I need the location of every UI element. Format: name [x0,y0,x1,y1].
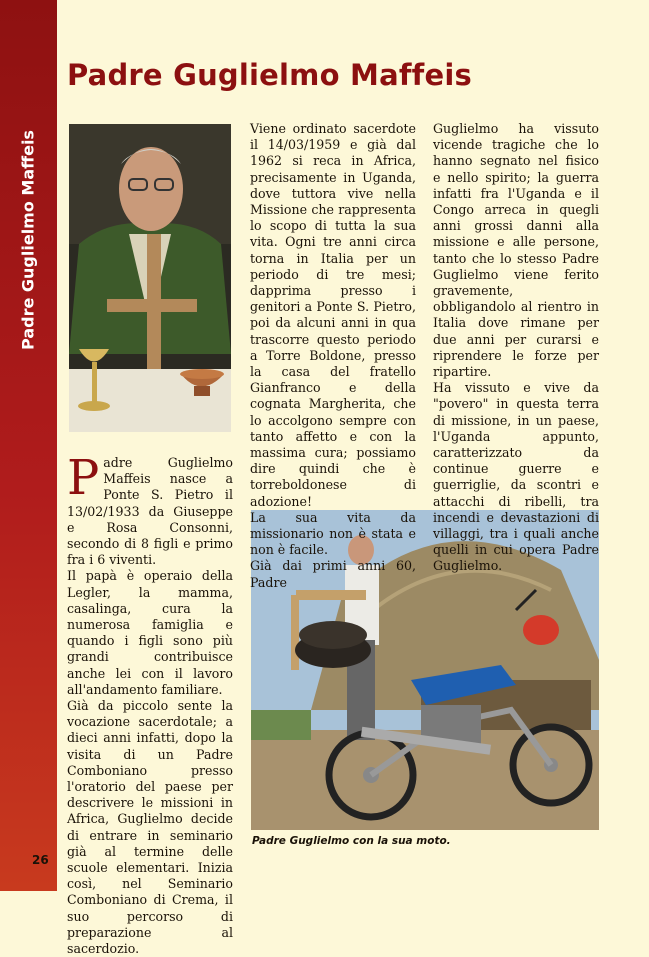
paragraph: Padre Guglielmo Maffeis nasce a Ponte S. Pietro il 13/02/1933 da Giuseppe e Rosa Consonni, secondo di 8 figli e primo fra i 6 viventi. [67,450,233,568]
paragraph: Già da piccolo sente la vocazione sacerdotale; a dieci anni infatti, dopo la visita di un Padre Comboniano presso l'oratorio del paese per descrivere le missioni in Africa, Guglielmo decide di entrare in seminario già al termine delle scuole elementari. Inizia così, nel Seminario Comboniano di Crema, il suo percorso di preparazione al sacerdozio. [67,698,233,957]
drop-cap: P [67,450,100,506]
page-number: 26 [32,853,49,867]
paragraph: Il papà è operaio della Legler, la mamma, casalinga, cura la numerosa famiglia e quando i figli sono più grandi contribuisce anche lei con il lavoro all'andamento familiare. [67,568,233,697]
paragraph: Viene ordinato sacerdote il 14/03/1959 e già dal 1962 si reca in Africa, precisamente in Uganda, dove tuttora vive nella Missione che rappresenta lo scopo di tutta la sua vita. Ogni tre anni circa torna in Italia per un periodo di tre mesi; dapprima presso i genitori a Ponte S. Pietro, poi da alcuni anni in qua trascorre questo periodo a Torre Boldone, presso la casa del fratello Gianfranco e della cognata Margherita, che lo accolgono sempre con tanto affetto e con la massima cura; possiamo dire quindi che è torreboldonese di adozione! [250,121,416,509]
article-column-2 [250,121,416,591]
photo-caption: Padre Guglielmo con la sua moto. [252,835,451,847]
paragraph: Guglielmo ha vissuto vicende tragiche che lo hanno segnato nel fisico e nello spirito; la guerra infatti fra l'Uganda e il Congo arreca in quegli anni grossi danni alla missione e alle persone, tanto che lo stesso Padre Guglielmo viene ferito gravemente, obbligandolo al rientro in Italia dove rimane per due anni per curarsi e riprendere le forze per ripartire. [433,121,599,380]
page-title: Padre Guglielmo Maffeis [67,58,472,92]
sidebar-band [0,0,57,891]
paragraph: La sua vita da missionario non è stata e non è facile. [250,509,416,558]
paragraph: Ha vissuto e vive da "povero" in questa terra di missione, in un paese, l'Uganda appunto, caratterizzato da continue guerre e guerriglie, da scontri e attacchi di ribelli, tra incendi e devastazioni di villaggi, tra i quali anche quelli in cui opera Padre Guglielmo. [433,380,599,574]
paragraph: Già dai primi anni 60, Padre [250,558,416,590]
article-column-1 [67,450,233,957]
portrait-photo [69,124,231,432]
sidebar-vertical-title: Padre Guglielmo Maffeis [18,130,38,350]
article-column-3 [433,121,599,575]
